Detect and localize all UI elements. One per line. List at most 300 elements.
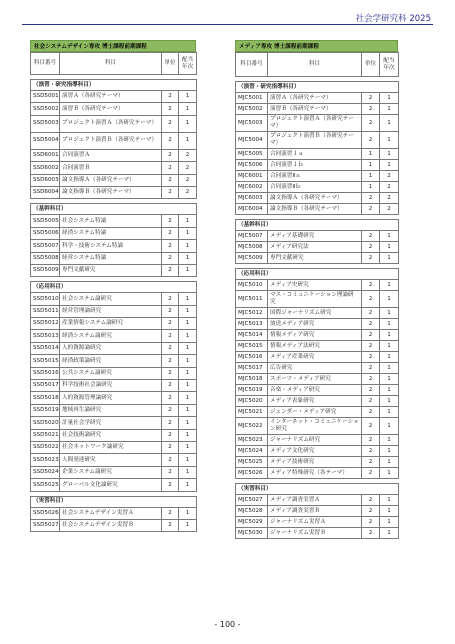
table-row — [236, 457, 399, 468]
table-row — [236, 468, 399, 479]
course-code: MJC5012 — [236, 308, 268, 319]
table-row — [31, 466, 197, 478]
course-units: 1 — [362, 171, 380, 182]
course-units: 2 — [162, 519, 179, 531]
course-year: 1 — [179, 132, 197, 149]
section-header-row — [31, 282, 197, 293]
table-row — [31, 149, 197, 161]
course-subject: 計量社会学研究 — [60, 417, 162, 429]
column-header-code: 科目番号 — [236, 53, 268, 77]
table-row — [236, 506, 399, 517]
course-units: 2 — [362, 330, 380, 341]
course-units: 2 — [162, 330, 179, 342]
course-year: 2 — [380, 204, 399, 215]
course-units: 2 — [362, 231, 380, 242]
course-year: 1 — [380, 149, 399, 160]
section-heading: （基幹科目） — [236, 220, 399, 231]
column-header-units: 単位 — [162, 53, 179, 75]
table-row — [236, 374, 399, 385]
course-year: 1 — [380, 308, 399, 319]
course-subject: メディア表象研究 — [268, 396, 362, 407]
table-row — [236, 204, 399, 215]
course-year: 1 — [380, 253, 399, 264]
table-row — [31, 367, 197, 379]
course-subject: 論文指導Ｂ（各研究テーマ） — [60, 186, 162, 198]
course-code: MJC5019 — [236, 385, 268, 396]
course-year: 1 — [380, 319, 399, 330]
course-year: 1 — [179, 227, 197, 239]
course-year: 1 — [380, 435, 399, 446]
table-row — [236, 291, 399, 308]
course-year: 1 — [380, 446, 399, 457]
course-units: 2 — [162, 429, 179, 441]
table-row — [31, 264, 197, 276]
course-year: 1 — [380, 517, 399, 528]
course-subject: 人的資源管理論研究 — [60, 392, 162, 404]
course-subject: 音楽・メディア研究 — [268, 385, 362, 396]
course-code: SSD5023 — [31, 454, 60, 466]
table-row — [236, 495, 399, 506]
table-row — [236, 231, 399, 242]
table-row — [31, 429, 197, 441]
table-row — [236, 132, 399, 149]
course-subject: 社会ネットワーク論研究 — [60, 441, 162, 453]
course-subject: 公共システム論研究 — [60, 367, 162, 379]
course-subject: 社会システム論研究 — [60, 293, 162, 305]
course-subject: ジャーナリズム研究 — [268, 435, 362, 446]
course-year: 1 — [179, 380, 197, 392]
course-year: 1 — [179, 215, 197, 227]
course-subject: 経営システム特論 — [60, 252, 162, 264]
table-row — [31, 404, 197, 416]
course-year: 1 — [380, 330, 399, 341]
course-units: 2 — [162, 342, 179, 354]
table-row — [236, 149, 399, 160]
course-subject: 経営管理論研究 — [60, 305, 162, 317]
course-year: 2 — [179, 162, 197, 174]
course-units: 2 — [362, 280, 380, 291]
course-code: MJC5002 — [236, 104, 268, 115]
course-units: 2 — [162, 215, 179, 227]
course-units: 2 — [362, 396, 380, 407]
course-units: 2 — [162, 507, 179, 519]
course-subject: 社会技術論研究 — [60, 429, 162, 441]
course-subject: メディア調査実習Ｂ — [268, 506, 362, 517]
course-units: 2 — [362, 93, 380, 104]
course-code: SSD5022 — [31, 441, 60, 453]
course-units: 2 — [362, 132, 380, 149]
course-units: 2 — [362, 517, 380, 528]
table-row — [31, 252, 197, 264]
left-panel-title: 社会システムデザイン専攻 博士課程前期課程 — [30, 40, 196, 52]
course-code: SSD5004 — [31, 132, 60, 149]
course-year: 1 — [179, 429, 197, 441]
course-subject: 科学・技術システム特論 — [60, 240, 162, 252]
course-units: 2 — [362, 374, 380, 385]
course-code: SSD6004 — [31, 186, 60, 198]
course-code: SSD5010 — [31, 293, 60, 305]
course-code: MJC5011 — [236, 291, 268, 308]
course-year: 1 — [380, 291, 399, 308]
course-code: MJC5004 — [236, 132, 268, 149]
section-heading: （演習・研究指導科目） — [236, 82, 399, 93]
table-row — [31, 227, 197, 239]
table-row — [236, 253, 399, 264]
course-units: 1 — [362, 160, 380, 171]
course-year: 2 — [380, 193, 399, 204]
course-year: 1 — [179, 115, 197, 132]
table-row — [236, 93, 399, 104]
course-subject: メディア文化研究 — [268, 446, 362, 457]
course-subject: 合同演習Ⅱａ — [268, 171, 362, 182]
course-subject: ジェンダー・メディア研究 — [268, 407, 362, 418]
course-units: 2 — [362, 385, 380, 396]
course-year: 1 — [380, 93, 399, 104]
section-header-row — [31, 496, 197, 507]
table-row — [236, 435, 399, 446]
course-code: MJC5003 — [236, 115, 268, 132]
course-code: MJC5013 — [236, 319, 268, 330]
course-year: 1 — [179, 318, 197, 330]
course-code: SSD5026 — [31, 507, 60, 519]
course-units: 2 — [162, 264, 179, 276]
course-code: SSD5005 — [31, 215, 60, 227]
course-subject: 合同演習１ｂ — [268, 160, 362, 171]
course-subject: メディア史研究 — [268, 280, 362, 291]
table-row — [236, 160, 399, 171]
table-row — [236, 280, 399, 291]
course-subject: 科学技術社会論研究 — [60, 380, 162, 392]
course-code: SSD5016 — [31, 367, 60, 379]
table-row — [31, 215, 197, 227]
course-year: 1 — [380, 280, 399, 291]
course-year: 1 — [380, 104, 399, 115]
course-code: MJC6003 — [236, 193, 268, 204]
section-heading: （応用科目） — [31, 282, 197, 293]
right-curriculum-table — [235, 52, 399, 539]
course-code: MJC5006 — [236, 160, 268, 171]
course-subject: 地域再生論研究 — [60, 404, 162, 416]
course-units: 2 — [362, 528, 380, 539]
course-code: SSD6003 — [31, 174, 60, 186]
course-subject: メディア調査実習Ａ — [268, 495, 362, 506]
course-year: 1 — [179, 454, 197, 466]
course-subject: 合同演習１ａ — [268, 149, 362, 160]
course-units: 1 — [362, 182, 380, 193]
course-year: 1 — [380, 495, 399, 506]
section-heading: （基幹科目） — [31, 204, 197, 215]
table-row — [236, 115, 399, 132]
table-row — [31, 417, 197, 429]
table-row — [31, 115, 197, 132]
course-year: 1 — [179, 91, 197, 103]
course-subject: メディア特殊研究（各テーマ） — [268, 468, 362, 479]
left-curriculum-panel — [30, 40, 196, 532]
table-row — [236, 352, 399, 363]
course-units: 2 — [162, 115, 179, 132]
course-year: 1 — [179, 441, 197, 453]
course-units: 2 — [362, 253, 380, 264]
course-units: 2 — [362, 495, 380, 506]
section-header-row — [236, 82, 399, 93]
course-units: 2 — [162, 149, 179, 161]
table-row — [31, 318, 197, 330]
table-row — [236, 171, 399, 182]
course-year: 1 — [179, 404, 197, 416]
section-header-row — [236, 484, 399, 495]
course-code: SSD5014 — [31, 342, 60, 354]
course-code: SSD5008 — [31, 252, 60, 264]
table-header-row — [236, 53, 399, 77]
course-code: MJC5025 — [236, 457, 268, 468]
course-units: 2 — [162, 162, 179, 174]
table-row — [236, 182, 399, 193]
course-subject: 経済政策論研究 — [60, 355, 162, 367]
course-subject: 合同演習Ａ — [60, 149, 162, 161]
course-year: 1 — [179, 305, 197, 317]
table-row — [31, 305, 197, 317]
table-row — [31, 240, 197, 252]
table-row — [236, 528, 399, 539]
course-units: 2 — [162, 252, 179, 264]
table-row — [31, 162, 197, 174]
course-units: 2 — [162, 441, 179, 453]
course-code: MJC5015 — [236, 341, 268, 352]
course-subject: 国際ジャーナリズム研究 — [268, 308, 362, 319]
course-year: 1 — [380, 115, 399, 132]
course-units: 2 — [362, 319, 380, 330]
section-heading: （実習科目） — [31, 496, 197, 507]
course-subject: プロジェクト演習Ａ（各研究テーマ） — [60, 115, 162, 132]
course-units: 2 — [162, 227, 179, 239]
table-row — [236, 341, 399, 352]
course-year: 2 — [179, 186, 197, 198]
course-code: SSD5006 — [31, 227, 60, 239]
course-subject: ジャーナリズム実習Ａ — [268, 517, 362, 528]
course-units: 2 — [362, 363, 380, 374]
right-panel-title: メディア専攻 博士課程前期課程 — [235, 40, 398, 52]
course-code: SSD5019 — [31, 404, 60, 416]
section-heading: （実習科目） — [236, 484, 399, 495]
course-code: MJC5027 — [236, 495, 268, 506]
course-subject: 論文指導Ａ（各研究テーマ） — [60, 174, 162, 186]
course-code: MJC5001 — [236, 93, 268, 104]
column-header-code: 科目番号 — [31, 53, 60, 75]
course-subject: 専門文献研究 — [60, 264, 162, 276]
section-heading: （応用科目） — [236, 269, 399, 280]
column-header-year: 配当年次 — [179, 53, 197, 75]
course-year: 1 — [380, 341, 399, 352]
course-code: MJC5018 — [236, 374, 268, 385]
course-subject: 人的資源論研究 — [60, 342, 162, 354]
course-units: 2 — [362, 435, 380, 446]
table-row — [31, 132, 197, 149]
column-header-units: 単位 — [362, 53, 380, 77]
table-row — [236, 418, 399, 435]
course-year: 2 — [179, 174, 197, 186]
table-row — [236, 330, 399, 341]
course-subject: 論文指導Ｂ（各研究テーマ） — [268, 204, 362, 215]
section-header-row — [236, 220, 399, 231]
course-units: 2 — [362, 457, 380, 468]
table-row — [236, 396, 399, 407]
right-curriculum-panel — [235, 40, 398, 539]
course-code: MJC5026 — [236, 468, 268, 479]
course-code: SSD5007 — [31, 240, 60, 252]
course-subject: 合同演習Ⅱｂ — [268, 182, 362, 193]
course-year: 1 — [179, 392, 197, 404]
course-units: 2 — [162, 355, 179, 367]
course-units: 2 — [162, 293, 179, 305]
course-code: MJC5008 — [236, 242, 268, 253]
course-units: 2 — [162, 91, 179, 103]
course-units: 2 — [362, 506, 380, 517]
course-code: MJC5030 — [236, 528, 268, 539]
course-subject: メディア基礎研究 — [268, 231, 362, 242]
course-year: 1 — [380, 231, 399, 242]
course-units: 2 — [162, 454, 179, 466]
course-units: 2 — [362, 446, 380, 457]
course-year: 1 — [179, 103, 197, 115]
course-subject: 企業システム論研究 — [60, 466, 162, 478]
course-units: 2 — [362, 242, 380, 253]
table-header-row — [31, 53, 197, 75]
course-subject: 社会システム特論 — [60, 215, 162, 227]
course-units: 2 — [162, 240, 179, 252]
table-row — [236, 407, 399, 418]
course-code: MJC5022 — [236, 418, 268, 435]
course-code: MJC5028 — [236, 506, 268, 517]
course-year: 1 — [179, 264, 197, 276]
course-year: 1 — [380, 457, 399, 468]
course-year: 2 — [179, 149, 197, 161]
course-code: SSD5013 — [31, 330, 60, 342]
course-units: 2 — [162, 466, 179, 478]
course-code: SSD5024 — [31, 466, 60, 478]
course-year: 2 — [380, 182, 399, 193]
table-row — [31, 330, 197, 342]
course-subject: 演習Ａ（各研究テーマ） — [268, 93, 362, 104]
course-year: 1 — [380, 363, 399, 374]
table-row — [31, 441, 197, 453]
column-header-subject: 科目 — [60, 53, 162, 75]
course-subject: メディア技術研究 — [268, 457, 362, 468]
course-subject: 演習Ｂ（各研究テーマ） — [60, 103, 162, 115]
page-header-title: 社会学研究科 2025 — [355, 14, 431, 24]
course-units: 1 — [362, 149, 380, 160]
course-year: 1 — [179, 355, 197, 367]
course-subject: 社会システムデザイン実習Ｂ — [60, 519, 162, 531]
course-year: 1 — [380, 396, 399, 407]
course-subject: ジャーナリズム実習Ｂ — [268, 528, 362, 539]
course-code: MJC5016 — [236, 352, 268, 363]
course-code: MJC5023 — [236, 435, 268, 446]
course-code: SSD5011 — [31, 305, 60, 317]
table-row — [236, 319, 399, 330]
table-row — [31, 103, 197, 115]
course-year: 1 — [179, 330, 197, 342]
course-code: SSD5003 — [31, 115, 60, 132]
course-code: SSD6001 — [31, 149, 60, 161]
course-code: SSD5017 — [31, 380, 60, 392]
course-code: MJC5007 — [236, 231, 268, 242]
course-subject: 合同演習Ｂ — [60, 162, 162, 174]
table-row — [31, 519, 197, 531]
course-code: MJC6004 — [236, 204, 268, 215]
table-row — [236, 242, 399, 253]
course-units: 2 — [162, 174, 179, 186]
course-subject: メディア産業研究 — [268, 352, 362, 363]
course-subject: 情報メディア研究 — [268, 330, 362, 341]
course-units: 2 — [162, 380, 179, 392]
course-code: MJC5024 — [236, 446, 268, 457]
course-subject: 社会システムデザイン実習Ａ — [60, 507, 162, 519]
course-code: MJC6002 — [236, 182, 268, 193]
course-code: SSD5012 — [31, 318, 60, 330]
course-units: 2 — [162, 417, 179, 429]
course-code: MJC6001 — [236, 171, 268, 182]
course-year: 1 — [380, 468, 399, 479]
course-year: 1 — [380, 132, 399, 149]
course-units: 2 — [362, 418, 380, 435]
course-code: MJC5021 — [236, 407, 268, 418]
course-units: 2 — [362, 104, 380, 115]
table-row — [236, 363, 399, 374]
table-row — [31, 355, 197, 367]
section-header-row — [31, 80, 197, 91]
course-year: 1 — [179, 367, 197, 379]
table-row — [31, 479, 197, 491]
table-row — [31, 392, 197, 404]
section-header-row — [236, 269, 399, 280]
course-code: SSD5027 — [31, 519, 60, 531]
table-row — [31, 342, 197, 354]
course-subject: 人間発達研究 — [60, 454, 162, 466]
course-units: 2 — [162, 186, 179, 198]
course-code: MJC5020 — [236, 396, 268, 407]
course-year: 1 — [179, 240, 197, 252]
course-year: 1 — [179, 466, 197, 478]
course-subject: 情報メディア法研究 — [268, 341, 362, 352]
course-units: 2 — [162, 392, 179, 404]
course-year: 1 — [380, 407, 399, 418]
course-year: 1 — [380, 418, 399, 435]
course-subject: プロジェクト演習Ｂ（各研究テーマ） — [60, 132, 162, 149]
course-year: 1 — [380, 160, 399, 171]
course-year: 1 — [380, 242, 399, 253]
course-code: SSD5018 — [31, 392, 60, 404]
header-rule — [22, 24, 433, 25]
course-subject: プロジェクト演習Ａ（各研究テーマ） — [268, 115, 362, 132]
course-code: MJC5009 — [236, 253, 268, 264]
course-year: 1 — [179, 252, 197, 264]
table-row — [236, 446, 399, 457]
column-header-subject: 科目 — [268, 53, 362, 77]
table-row — [236, 385, 399, 396]
course-year: 1 — [380, 528, 399, 539]
course-subject: 経済システム特論 — [60, 227, 162, 239]
course-year: 1 — [179, 417, 197, 429]
left-curriculum-table — [30, 52, 197, 532]
course-units: 2 — [362, 193, 380, 204]
table-row — [31, 174, 197, 186]
course-subject: 経済システム論研究 — [60, 330, 162, 342]
course-subject: 産業情報システム論研究 — [60, 318, 162, 330]
course-units: 2 — [362, 407, 380, 418]
course-code: SSD5002 — [31, 103, 60, 115]
column-header-year: 配当年次 — [380, 53, 399, 77]
course-year: 1 — [179, 507, 197, 519]
